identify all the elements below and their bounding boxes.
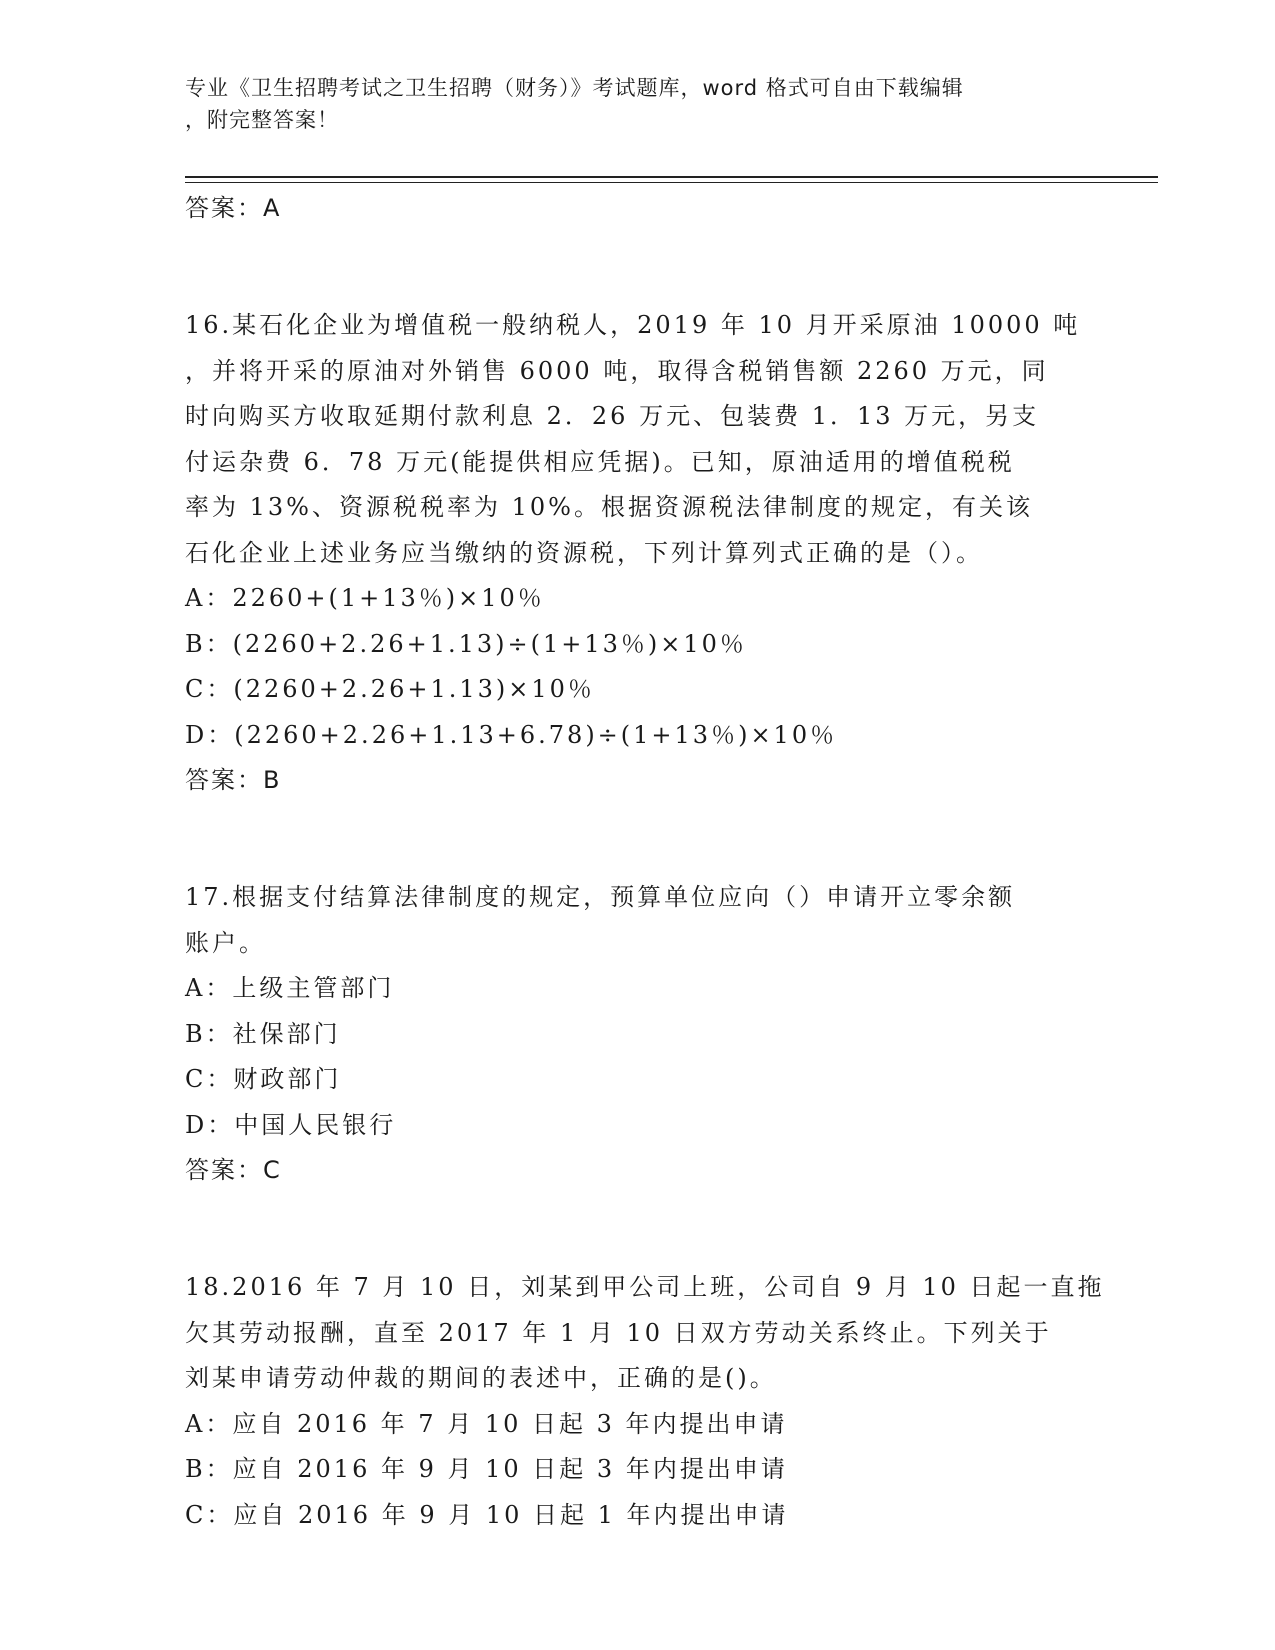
question-content (185, 186, 1105, 1538)
option-a: A：2260+(1+13％)×10％ (185, 584, 545, 612)
option-b: B：应自 2016 年 9 月 10 日起 3 年内提出申请 (185, 1455, 788, 1483)
option-a: A：上级主管部门 (185, 974, 395, 1002)
question-text-line: 石化企业上述业务应当缴纳的资源税，下列计算列式正确的是（）。 (185, 538, 983, 567)
answer-line: 答案：A (185, 194, 282, 222)
question-18 (185, 1265, 1105, 1538)
header-line-2: ，附完整答案！ (185, 108, 339, 132)
question-text-line: 16.某石化企业为增值税一般纳税人，2019 年 10 月开采原油 10000 吨 (185, 311, 1081, 339)
page-header (185, 72, 1085, 136)
question-text-line: 时向购买方收取延期付款利息 2．26 万元、包装费 1．13 万元，另支 (185, 402, 1040, 430)
question-text-line: 欠其劳动报酬，直至 2017 年 1 月 10 日双方劳动关系终止。下列关于 (185, 1318, 1052, 1347)
question-text-line: 账户。 (185, 928, 266, 957)
question-text-line: ，并将开采的原油对外销售 6000 吨，取得含税销售额 2260 万元，同 (185, 356, 1049, 385)
question-16 (185, 303, 1085, 803)
question-text-line: 18.2016 年 7 月 10 日，刘某到甲公司上班，公司自 9 月 10 日起一直拖 (185, 1273, 1105, 1301)
spacer (185, 231, 1085, 303)
answer-line: 答案：C (185, 1156, 282, 1184)
header-rule-thick (185, 176, 1158, 178)
spacer (185, 1193, 1085, 1265)
question-text-line: 17.根据支付结算法律制度的规定，预算单位应向（）申请开立零余额 (185, 883, 1016, 911)
header-rule-thin (185, 182, 1158, 183)
option-b: B：(2260+2.26+1.13)÷(1+13％)×10％ (185, 629, 747, 658)
option-b: B：社保部门 (185, 1019, 341, 1048)
header-line-1: 专业《卫生招聘考试之卫生招聘（财务）》考试题库，word 格式可自由下载编辑 (185, 76, 964, 100)
option-d: D：中国人民银行 (185, 1110, 397, 1139)
option-c: C：财政部门 (185, 1065, 342, 1093)
option-c: C：应自 2016 年 9 月 10 日起 1 年内提出申请 (185, 1500, 789, 1529)
spacer (185, 803, 1085, 875)
question-text-line: 付运杂费 6．78 万元(能提供相应凭据)。已知，原油适用的增值税税 (185, 447, 1015, 476)
answer-line: 答案：B (185, 766, 282, 794)
question-text-line: 刘某申请劳动仲裁的期间的表述中，正确的是()。 (185, 1364, 777, 1392)
question-17 (185, 875, 1085, 1193)
option-c: C：(2260+2.26+1.13)×10％ (185, 675, 595, 703)
option-a: A：应自 2016 年 7 月 10 日起 3 年内提出申请 (185, 1409, 788, 1438)
question-text-line: 率为 13%、资源税税率为 10%。根据资源税法律制度的规定，有关该 (185, 493, 1033, 521)
option-d: D：(2260+2.26+1.13+6.78)÷(1+13％)×10％ (185, 720, 838, 749)
